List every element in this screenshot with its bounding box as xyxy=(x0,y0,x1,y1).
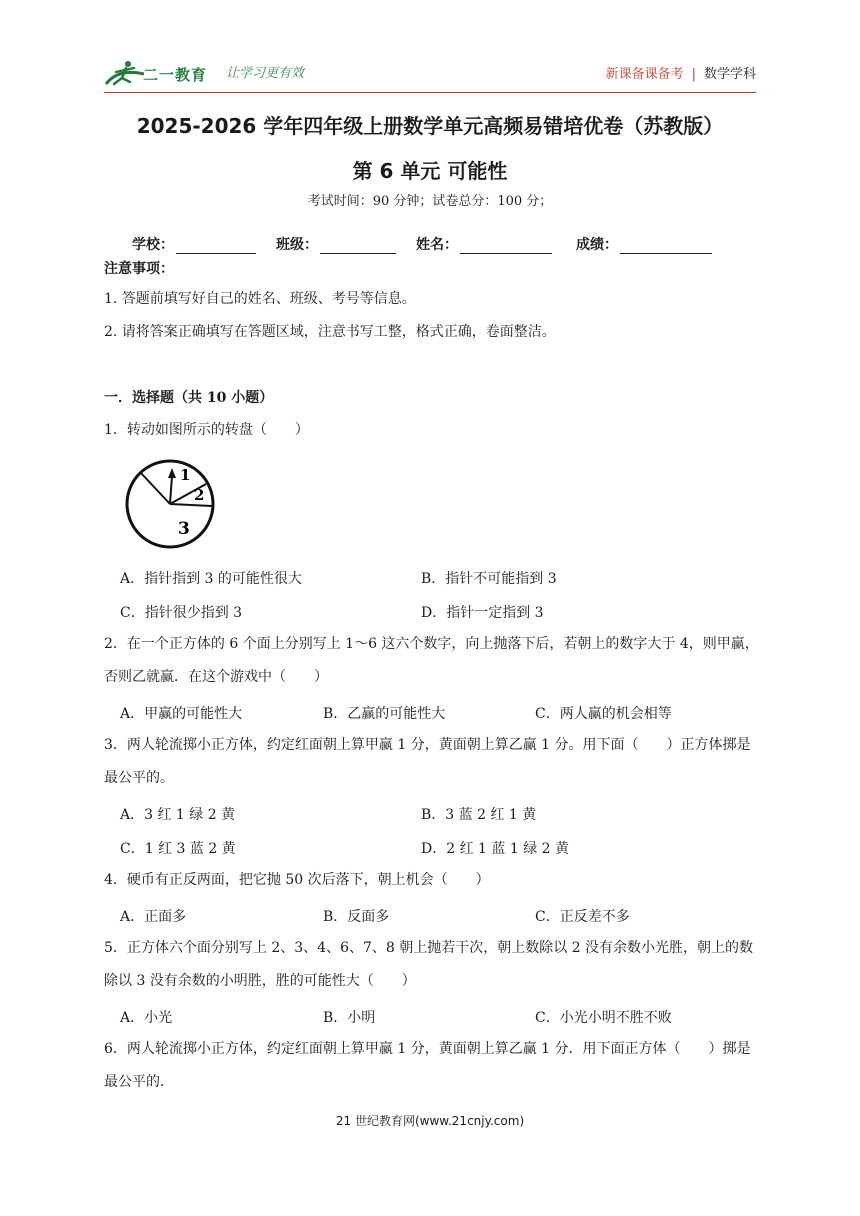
option[interactable]: D．2 红 1 蓝 1 绿 2 黄 xyxy=(421,841,570,857)
option[interactable]: B．指针不可能指到 3 xyxy=(421,571,557,587)
score-blank[interactable] xyxy=(620,239,712,254)
page-title: 2025-2026 学年四年级上册数学单元高频易错培优卷（苏教版） xyxy=(136,114,724,138)
student-info-fields xyxy=(132,234,732,254)
header-separator: | xyxy=(691,67,696,82)
option[interactable]: B．反面多 xyxy=(323,909,390,925)
header-right xyxy=(606,63,756,82)
page-footer: 21 世纪教育网(www.21cnjy.com) xyxy=(335,1114,525,1128)
option[interactable]: C．小光小明不胜不败 xyxy=(535,1010,672,1026)
option[interactable]: C．正反差不多 xyxy=(535,909,630,925)
notes-heading: 注意事项： xyxy=(104,261,174,277)
option[interactable]: D．指针一定指到 3 xyxy=(421,605,544,621)
header-subject: 数学学科 xyxy=(703,67,756,82)
option[interactable]: C．指针很少指到 3 xyxy=(120,605,243,621)
option[interactable]: C．两人赢的机会相等 xyxy=(535,706,672,722)
name-blank[interactable] xyxy=(460,239,552,254)
question-5-stem: 5．正方体六个面分别写上 2、3、4、6、7、8 朝上抛若干次，朝上数除以 2 没有余数小光胜，朝上的数除以 3 没有余数的小明胜，胜的可能性大（ ） xyxy=(104,940,754,989)
school-blank[interactable] xyxy=(176,239,256,254)
name-field[interactable] xyxy=(416,234,552,254)
option[interactable]: A．甲赢的可能性大 xyxy=(120,706,243,722)
class-label: 班级： xyxy=(276,237,318,253)
option[interactable]: C．1 红 3 蓝 2 黄 xyxy=(120,841,236,857)
score-label: 成绩： xyxy=(576,237,618,253)
option[interactable]: A．指针指到 3 的可能性很大 xyxy=(120,571,302,587)
brand-slogan: 让学习更有效 xyxy=(226,66,305,81)
spinner-diagram xyxy=(124,458,216,550)
header-tagline: 新课备课备考 xyxy=(605,67,684,82)
exam-meta: 考试时间：90 分钟；试卷总分：100 分； xyxy=(307,194,553,209)
brand-name: 二一教育 xyxy=(143,66,208,84)
spinner-label: 1 xyxy=(180,466,191,484)
option[interactable]: B．3 蓝 2 红 1 黄 xyxy=(421,807,537,823)
option[interactable]: B．小明 xyxy=(323,1010,376,1026)
spinner-label: 3 xyxy=(178,519,190,539)
option[interactable]: B．乙赢的可能性大 xyxy=(323,706,446,722)
question-3-stem: 3．两人轮流掷小正方体，约定红面朝上算甲赢 1 分，黄面朝上算乙赢 1 分。用下面（ ）正方体掷是最公平的。 xyxy=(104,737,751,786)
unit-subtitle: 第 6 单元 可能性 xyxy=(352,159,508,183)
class-blank[interactable] xyxy=(320,239,396,254)
school-field[interactable] xyxy=(132,234,256,254)
option[interactable]: A．正面多 xyxy=(120,909,187,925)
question-6-stem: 6．两人轮流掷小正方体，约定红面朝上算甲赢 1 分，黄面朝上算乙赢 1 分．用下面正方体（ ）掷是最公平的． xyxy=(104,1041,751,1090)
option[interactable]: A．小光 xyxy=(120,1010,173,1026)
question-1-stem: 1．转动如图所示的转盘（ ） xyxy=(104,422,309,438)
question-2-stem: 2．在一个正方体的 6 个面上分别写上 1～6 这六个数字，向上抛落下后，若朝上的数字大于 4，则甲赢，否则乙就赢．在这个游戏中（ ） xyxy=(104,636,759,685)
score-field[interactable] xyxy=(576,234,712,254)
spinner-label: 2 xyxy=(194,486,205,504)
note-item: 1. 答题前填写好自己的姓名、班级、考号等信息。 xyxy=(104,291,416,307)
question-4-stem: 4．硬币有正反两面，把它抛 50 次后落下，朝上机会（ ） xyxy=(104,872,490,888)
name-label: 姓名： xyxy=(416,237,458,253)
option[interactable]: A．3 红 1 绿 2 黄 xyxy=(120,807,236,823)
header-divider xyxy=(104,92,756,93)
class-field[interactable] xyxy=(276,234,396,254)
note-item: 2. 请将答案正确填写在答题区域，注意书写工整，格式正确，卷面整洁。 xyxy=(104,324,556,340)
school-label: 学校： xyxy=(132,237,174,253)
section-heading: 一．选择题（共 10 小题） xyxy=(104,390,274,406)
